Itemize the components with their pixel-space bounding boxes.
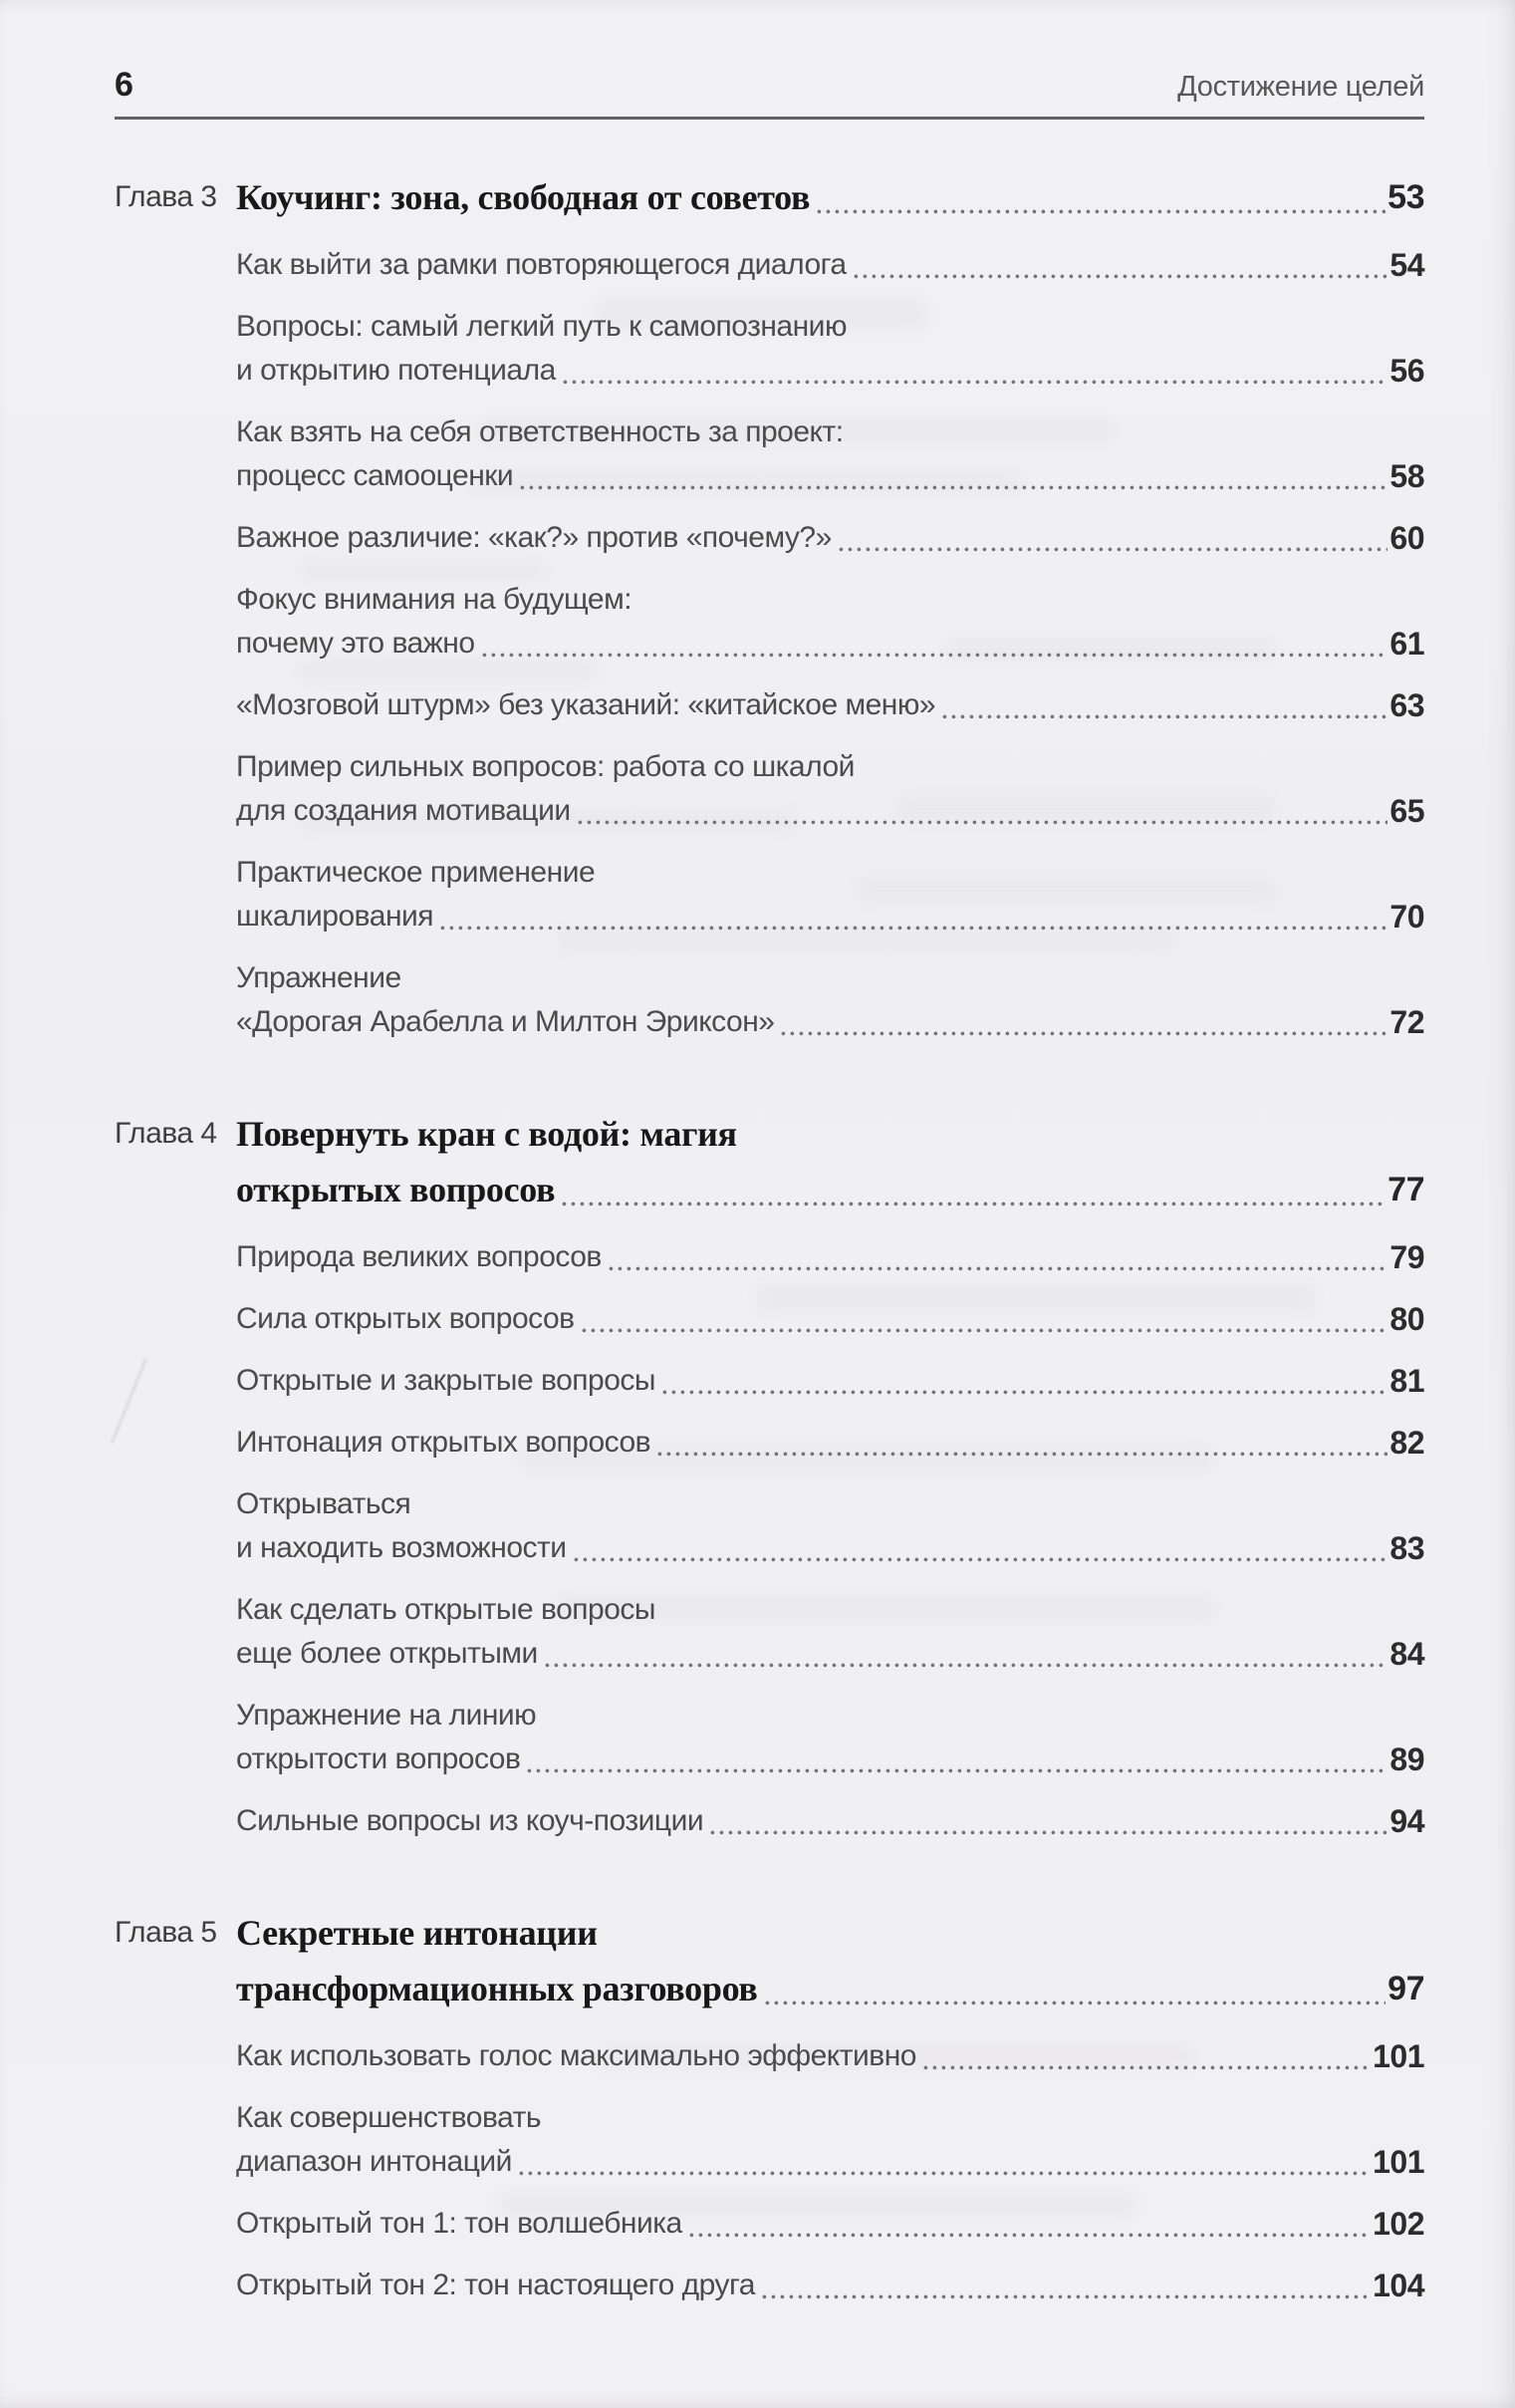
chapter-title-line — [236, 1106, 1424, 1162]
dot-leader — [520, 485, 1388, 490]
dot-leader — [582, 1328, 1389, 1333]
entry-page-number: 84 — [1389, 1636, 1424, 1672]
entry-line — [236, 1632, 1424, 1676]
entry-page-number: 65 — [1389, 793, 1424, 829]
dot-leader — [527, 1768, 1388, 1773]
toc-entry — [236, 2034, 1424, 2078]
entry-text: и открытию потенциала — [236, 354, 556, 387]
entry-page-number: 63 — [1389, 687, 1424, 723]
entry-text: Сила открытых вопросов — [236, 1302, 575, 1335]
chapter-title — [236, 169, 1424, 225]
entry-line — [236, 2096, 1424, 2140]
entry-line — [236, 683, 1424, 727]
dot-leader — [609, 1266, 1389, 1271]
entry-line — [236, 1359, 1424, 1403]
entry-line — [236, 1297, 1424, 1341]
entry-line — [236, 2264, 1424, 2307]
header-rule — [115, 117, 1424, 120]
toc-entry — [236, 410, 1424, 498]
toc-entry — [236, 2096, 1424, 2184]
toc-entry — [236, 1588, 1424, 1676]
entry-line — [236, 305, 1424, 349]
chapter-title-text: Коучинг: зона, свободная от советов — [236, 177, 811, 217]
entry-line — [236, 349, 1424, 393]
chapter-title-text: открытых вопросов — [236, 1170, 556, 1209]
toc-entry — [236, 956, 1424, 1044]
dot-leader — [854, 274, 1389, 279]
chapter-title-page-number: 77 — [1388, 1171, 1424, 1208]
dot-leader — [578, 820, 1389, 825]
chapter-title-text: Секретные интонации — [236, 1913, 598, 1953]
entry-text: Открытый тон 1: тон волшебника — [236, 2207, 682, 2240]
entry-text: процесс самооценки — [236, 459, 514, 492]
entry-line — [236, 1000, 1424, 1044]
dot-leader — [942, 714, 1388, 719]
toc-entry — [236, 1694, 1424, 1781]
entry-line — [236, 956, 1424, 1000]
toc-entry — [236, 1359, 1424, 1403]
chapter-title-text: Повернуть кран с водой: магия — [236, 1114, 737, 1154]
chapter-label: Глава 5 — [115, 1916, 217, 1949]
chapter-label: Глава 3 — [115, 180, 217, 213]
entry-page-number: 70 — [1389, 899, 1424, 935]
entry-text: еще более открытыми — [236, 1637, 538, 1670]
entry-line — [236, 1421, 1424, 1465]
toc-entry — [236, 243, 1424, 287]
dot-leader — [562, 1202, 1386, 1206]
entry-page-number: 72 — [1389, 1004, 1424, 1040]
dot-leader — [762, 2294, 1371, 2299]
dot-leader — [817, 209, 1386, 214]
page-number: 6 — [115, 66, 133, 104]
entry-page-number: 56 — [1389, 353, 1424, 389]
dot-leader — [662, 1390, 1388, 1395]
dot-leader — [519, 2171, 1371, 2176]
entry-page-number: 94 — [1389, 1803, 1424, 1839]
dot-leader — [440, 926, 1388, 931]
entry-line — [236, 410, 1424, 454]
entry-text: Как использовать голос максимально эффективно — [236, 2039, 916, 2072]
dot-leader — [839, 547, 1389, 552]
entry-line — [236, 2202, 1424, 2246]
dot-leader — [710, 1830, 1388, 1835]
dot-leader — [545, 1663, 1389, 1668]
entry-page-number: 81 — [1389, 1363, 1424, 1399]
entry-line — [236, 243, 1424, 287]
toc-entry — [236, 1799, 1424, 1843]
chapter-title-line — [236, 1961, 1424, 2016]
toc-entry — [236, 1421, 1424, 1465]
page-header — [115, 66, 1424, 105]
entry-text: почему это важно — [236, 627, 475, 660]
toc-entry — [236, 1235, 1424, 1279]
entry-text: Как взять на себя ответственность за проект: — [236, 415, 844, 448]
chapter-title-line — [236, 169, 1424, 225]
entry-text: Открытые и закрытые вопросы — [236, 1364, 655, 1397]
entry-line — [236, 1694, 1424, 1738]
entry-text: «Мозговой штурм» без указаний: «китайское меню» — [236, 688, 936, 721]
chapter-title — [236, 1106, 1424, 1217]
entry-text: Упражнение — [236, 961, 401, 994]
toc-entry — [236, 578, 1424, 666]
entry-page-number: 79 — [1389, 1239, 1424, 1275]
dot-leader — [923, 2065, 1371, 2070]
toc-entry — [236, 851, 1424, 938]
dot-leader — [563, 380, 1389, 385]
entry-line — [236, 1482, 1424, 1526]
entry-line — [236, 516, 1424, 560]
entry-line — [236, 851, 1424, 895]
toc-entry — [236, 745, 1424, 833]
entry-text: Интонация открытых вопросов — [236, 1426, 651, 1459]
entry-line — [236, 745, 1424, 789]
entry-page-number: 101 — [1373, 2144, 1424, 2180]
dot-leader — [689, 2233, 1371, 2238]
dot-leader — [765, 2001, 1387, 2006]
entry-page-number: 83 — [1389, 1530, 1424, 1566]
entry-text: Важное различие: «как?» против «почему?» — [236, 521, 832, 554]
entry-line — [236, 1799, 1424, 1843]
entry-text: Сильные вопросы из коуч-позиции — [236, 1804, 704, 1837]
entry-line — [236, 2140, 1424, 2184]
toc-entry — [236, 516, 1424, 560]
running-title: Достижение целей — [1177, 71, 1424, 103]
entry-text: Открытый тон 2: тон настоящего друга — [236, 2269, 755, 2301]
entry-page-number: 101 — [1373, 2038, 1424, 2074]
entry-page-number: 80 — [1389, 1301, 1424, 1337]
entry-text: Природа великих вопросов — [236, 1240, 602, 1273]
entry-line — [236, 578, 1424, 622]
entry-line — [236, 454, 1424, 498]
entry-line — [236, 622, 1424, 666]
dot-leader — [781, 1031, 1388, 1036]
entry-text: «Дорогая Арабелла и Милтон Эриксон» — [236, 1005, 775, 1038]
entry-page-number: 54 — [1389, 247, 1424, 283]
entry-line — [236, 1235, 1424, 1279]
chapter — [115, 1106, 1424, 1843]
entry-text: Практическое применение — [236, 856, 596, 889]
entry-text: открытости вопросов — [236, 1742, 521, 1775]
entry-text: для создания мотивации — [236, 794, 571, 827]
entry-text: шкалирования — [236, 900, 434, 933]
chapter-label: Глава 4 — [115, 1117, 217, 1150]
chapter-title-text: трансформационных разговоров — [236, 1969, 758, 2008]
entry-text: Как сделать открытые вопросы — [236, 1593, 655, 1626]
entry-line — [236, 1738, 1424, 1781]
entry-line — [236, 2034, 1424, 2078]
chapter-title-line — [236, 1162, 1424, 1217]
entry-line — [236, 895, 1424, 938]
entry-text: Фокус внимания на будущем: — [236, 583, 632, 616]
entry-page-number: 60 — [1389, 520, 1424, 556]
entry-page-number: 104 — [1373, 2268, 1424, 2303]
chapter-title-page-number: 53 — [1388, 178, 1424, 216]
entry-page-number: 82 — [1389, 1425, 1424, 1461]
entry-line — [236, 789, 1424, 833]
chapter — [115, 1905, 1424, 2307]
entry-page-number: 102 — [1373, 2206, 1424, 2242]
dot-leader — [657, 1452, 1388, 1457]
entry-line — [236, 1526, 1424, 1570]
chapter — [115, 169, 1424, 1044]
entry-text: Открываться — [236, 1487, 411, 1520]
toc-entry — [236, 2202, 1424, 2246]
table-of-contents — [115, 169, 1424, 2307]
entry-text: Пример сильных вопросов: работа со шкалой — [236, 750, 855, 783]
entry-text: и находить возможности — [236, 1531, 567, 1564]
entry-text: Как выйти за рамки повторяющегося диалога — [236, 248, 847, 281]
entry-page-number: 89 — [1389, 1741, 1424, 1777]
entry-line — [236, 1588, 1424, 1632]
entry-text: диапазон интонаций — [236, 2145, 512, 2178]
toc-entry — [236, 683, 1424, 727]
entry-text: Как совершенствовать — [236, 2101, 541, 2134]
chapter-title-line — [236, 1905, 1424, 1961]
toc-entry — [236, 2264, 1424, 2307]
toc-entry — [236, 305, 1424, 393]
dot-leader — [482, 653, 1389, 658]
entry-page-number: 61 — [1389, 626, 1424, 662]
entry-page-number: 58 — [1389, 458, 1424, 494]
chapter-title — [236, 1905, 1424, 2016]
toc-entry — [236, 1297, 1424, 1341]
entry-text: Вопросы: самый легкий путь к самопознанию — [236, 310, 847, 343]
chapter-title-page-number: 97 — [1388, 1970, 1424, 2007]
toc-entry — [236, 1482, 1424, 1570]
dot-leader — [574, 1557, 1389, 1562]
entry-text: Упражнение на линию — [236, 1699, 537, 1732]
